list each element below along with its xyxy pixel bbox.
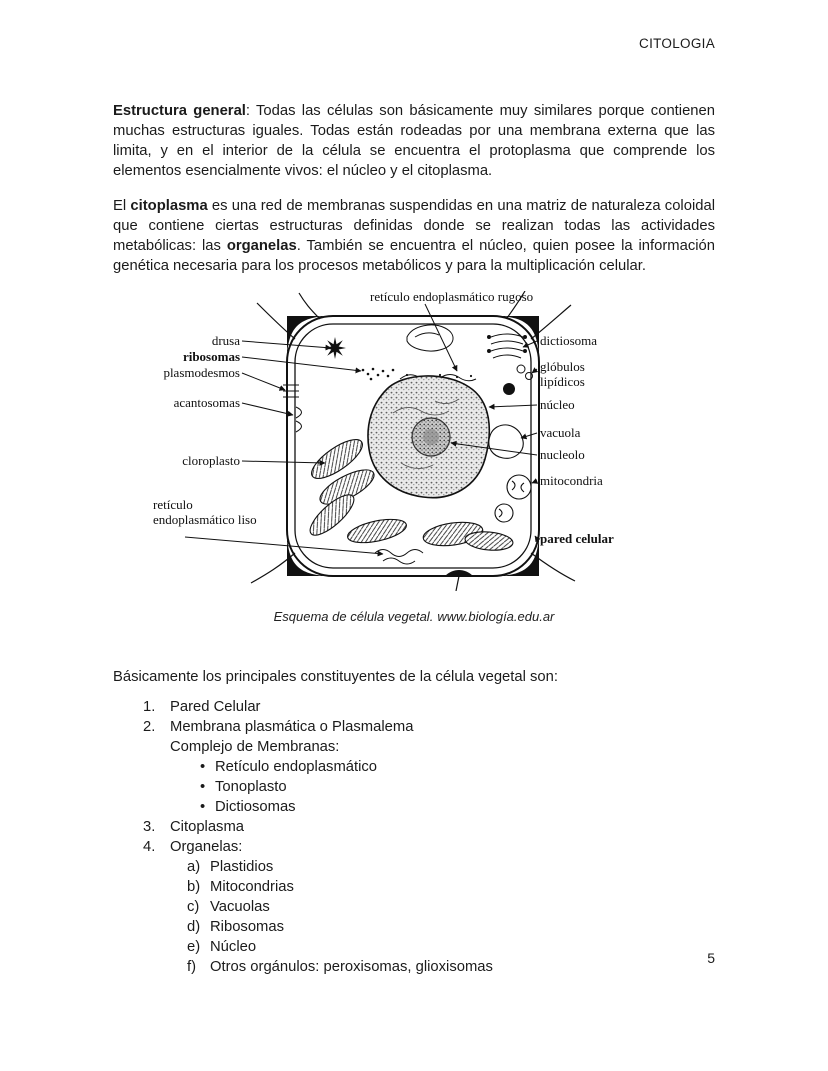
list-letter-mitocondrias xyxy=(113,877,715,897)
p2-mid: es una red de membranas suspendidas en una matriz de naturaleza coloidal que contiene ciertas estructuras definidas donde se realizan todas las actividades metabólicas: las xyxy=(113,197,715,254)
page-number: 5 xyxy=(707,950,715,966)
label-drusa: drusa xyxy=(211,332,240,348)
item-text: Ribosomas xyxy=(210,918,285,935)
item-text: Membrana plasmática o Plasmalema xyxy=(170,718,414,735)
constituents-intro: Básicamente los principales constituyentes de la célula vegetal son: xyxy=(113,668,558,685)
caption-source: www.biología.edu.ar xyxy=(437,608,555,624)
label-pared-celular: pared celular xyxy=(540,530,614,546)
list-bullet-dictiosomas xyxy=(113,797,715,817)
list-item-membrana-plasmatica xyxy=(113,717,715,737)
item-text: Vacuolas xyxy=(210,898,270,915)
p2-bold-citoplasma: citoplasma xyxy=(130,197,208,214)
label-reticulo-endoplasmatico-liso: retículo endoplasmático liso xyxy=(153,496,257,527)
list-subheading-complejo-membranas xyxy=(113,737,715,757)
figure-caption xyxy=(113,609,715,624)
letter-marker: e) xyxy=(187,938,201,955)
letter-marker: f) xyxy=(187,958,197,975)
item-number: 3. xyxy=(143,818,156,835)
label-reticulo-endoplasmatico-rugoso: retículo endoplasmático rugoso xyxy=(370,288,534,304)
dictyosome xyxy=(488,334,527,358)
item-text: Núcleo xyxy=(210,938,257,955)
plasmodesmata xyxy=(283,385,299,397)
list-item-organelas xyxy=(113,837,715,857)
list-letter-vacuolas xyxy=(113,897,715,917)
letter-marker: c) xyxy=(187,898,200,915)
list-bullet-reticulo-endoplasmatico xyxy=(113,757,715,777)
paragraph-estructura-general xyxy=(113,101,715,181)
label-plasmodesmos: plasmodesmos xyxy=(163,364,240,380)
label-nucleolo: nucleolo xyxy=(540,446,585,462)
paragraph-lead-bold: Estructura general xyxy=(113,103,246,119)
lipid-globules xyxy=(503,365,533,395)
label-dictiosoma: dictiosoma xyxy=(540,332,598,348)
ribosomes xyxy=(362,367,395,380)
item-text: Tonoplasto xyxy=(215,778,287,795)
bullet-marker: • xyxy=(200,778,206,795)
list-bullet-tonoplasto xyxy=(113,777,715,797)
item-text: Pared Celular xyxy=(170,698,261,715)
letter-marker: b) xyxy=(187,878,201,895)
paragraph-text: : Todas las células son básicamente muy similares porque contienen muchas estructuras iguales. Todas están rodeadas por una membrana externa que las limita, y en el interior de la célula se encuentra el protoplasma que comprende los elementos esencialmente vivos: el núcleo y el citoplasma. xyxy=(113,103,715,179)
page-title: CITOLOGIA xyxy=(639,36,715,51)
list-item-pared-celular xyxy=(113,697,715,717)
item-text: Retículo endoplasmático xyxy=(215,758,378,775)
smooth-er xyxy=(375,549,423,564)
bullet-marker: • xyxy=(200,798,206,815)
label-mitocondria: mitocondria xyxy=(540,472,603,488)
p2-pre: El xyxy=(113,197,131,214)
label-cloroplasto: cloroplasto xyxy=(182,452,240,468)
caption-text: Esquema de célula vegetal. xyxy=(273,608,434,624)
p2-bold-organelas: organelas xyxy=(226,237,297,254)
plant-cell-diagram xyxy=(135,288,675,591)
vacuole xyxy=(489,425,523,458)
item-number: 1. xyxy=(143,698,156,715)
nucleus xyxy=(368,376,489,498)
item-text: Complejo de Membranas: xyxy=(170,738,340,755)
mitochondria xyxy=(495,475,531,522)
item-text: Plastidios xyxy=(210,858,274,875)
item-text: Dictiosomas xyxy=(215,798,296,815)
label-acantosomas: acantosomas xyxy=(173,394,240,410)
top-organelle xyxy=(407,325,453,351)
label-vacuola: vacuola xyxy=(540,424,581,440)
bullet-marker: • xyxy=(200,758,206,775)
label-ribosomas: ribosomas xyxy=(182,348,240,364)
paragraph-citoplasma xyxy=(113,196,715,276)
item-text: Otros orgánulos: peroxisomas, glioxisomas xyxy=(210,958,493,975)
label-nucleo: núcleo xyxy=(540,396,575,412)
letter-marker: d) xyxy=(187,918,201,935)
list-letter-plastidios xyxy=(113,857,715,877)
constituents-list xyxy=(113,697,715,977)
list-letter-otros-organulos xyxy=(113,957,715,977)
p2-post: . También se encuentra el núcleo, quien posee la información genética necesaria para los procesos metabólicos y para la multiplicación celular. xyxy=(113,237,715,274)
letter-marker: a) xyxy=(187,858,201,875)
item-number: 4. xyxy=(143,838,156,855)
list-letter-ribosomas xyxy=(113,917,715,937)
item-text: Citoplasma xyxy=(170,818,245,835)
item-text: Mitocondrias xyxy=(210,878,294,895)
list-item-citoplasma xyxy=(113,817,715,837)
label-globulos-lipidicos: glóbulos lipídicos xyxy=(540,358,585,389)
item-number: 2. xyxy=(143,718,156,735)
list-letter-nucleo xyxy=(113,937,715,957)
acantosomes xyxy=(296,407,302,432)
item-text: Organelas: xyxy=(170,838,243,855)
